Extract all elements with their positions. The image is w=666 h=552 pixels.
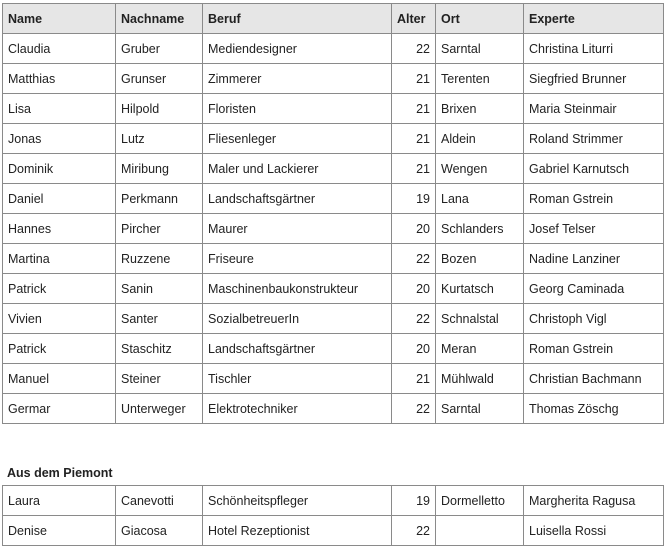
cell-nachname: Ruzzene: [116, 244, 203, 274]
cell-ort: Lana: [436, 184, 524, 214]
cell-nachname: Hilpold: [116, 94, 203, 124]
cell-ort: [436, 516, 524, 546]
cell-experte: Christian Bachmann: [524, 364, 664, 394]
cell-alter: 21: [392, 124, 436, 154]
cell-experte: Margherita Ragusa: [524, 486, 664, 516]
table-row: [3, 486, 664, 516]
table-row: [3, 274, 664, 304]
cell-experte: Christoph Vigl: [524, 304, 664, 334]
cell-beruf: Landschaftsgärtner: [203, 334, 392, 364]
cell-alter: 21: [392, 154, 436, 184]
cell-name: Martina: [3, 244, 116, 274]
cell-experte: Roman Gstrein: [524, 334, 664, 364]
cell-beruf: Floristen: [203, 94, 392, 124]
cell-name: Hannes: [3, 214, 116, 244]
cell-beruf: Friseure: [203, 244, 392, 274]
header-nachname: Nachname: [116, 4, 203, 34]
cell-beruf: SozialbetreuerIn: [203, 304, 392, 334]
cell-beruf: Landschaftsgärtner: [203, 184, 392, 214]
table-row: [3, 244, 664, 274]
cell-ort: Terenten: [436, 64, 524, 94]
cell-beruf: Mediendesigner: [203, 34, 392, 64]
table-row: [3, 516, 664, 546]
cell-alter: 22: [392, 394, 436, 424]
cell-name: Denise: [3, 516, 116, 546]
cell-nachname: Miribung: [116, 154, 203, 184]
cell-nachname: Steiner: [116, 364, 203, 394]
cell-alter: 19: [392, 486, 436, 516]
cell-name: Patrick: [3, 274, 116, 304]
cell-nachname: Pircher: [116, 214, 203, 244]
cell-experte: Josef Telser: [524, 214, 664, 244]
cell-name: Daniel: [3, 184, 116, 214]
cell-alter: 21: [392, 364, 436, 394]
cell-nachname: Unterweger: [116, 394, 203, 424]
cell-ort: Aldein: [436, 124, 524, 154]
cell-experte: Nadine Lanziner: [524, 244, 664, 274]
cell-alter: 22: [392, 34, 436, 64]
header-name: Name: [3, 4, 116, 34]
cell-experte: Siegfried Brunner: [524, 64, 664, 94]
cell-ort: Wengen: [436, 154, 524, 184]
cell-name: Jonas: [3, 124, 116, 154]
cell-name: Patrick: [3, 334, 116, 364]
table-row: [3, 184, 664, 214]
cell-alter: 20: [392, 274, 436, 304]
cell-alter: 20: [392, 214, 436, 244]
cell-ort: Kurtatsch: [436, 274, 524, 304]
cell-experte: Maria Steinmair: [524, 94, 664, 124]
cell-name: Germar: [3, 394, 116, 424]
cell-beruf: Schönheitspfleger: [203, 486, 392, 516]
cell-experte: Roman Gstrein: [524, 184, 664, 214]
cell-ort: Brixen: [436, 94, 524, 124]
table-row: [3, 214, 664, 244]
cell-nachname: Gruber: [116, 34, 203, 64]
cell-name: Manuel: [3, 364, 116, 394]
cell-beruf: Tischler: [203, 364, 392, 394]
cell-nachname: Staschitz: [116, 334, 203, 364]
cell-beruf: Maler und Lackierer: [203, 154, 392, 184]
participants-table: [2, 3, 664, 424]
cell-beruf: Elektrotechniker: [203, 394, 392, 424]
table-row: [3, 124, 664, 154]
cell-alter: 22: [392, 304, 436, 334]
table-row: [3, 34, 664, 64]
cell-name: Vivien: [3, 304, 116, 334]
table-row: [3, 364, 664, 394]
cell-experte: Luisella Rossi: [524, 516, 664, 546]
table-header-row: [3, 4, 664, 34]
cell-experte: Gabriel Karnutsch: [524, 154, 664, 184]
cell-ort: Schlanders: [436, 214, 524, 244]
header-beruf: Beruf: [203, 4, 392, 34]
cell-beruf: Fliesenleger: [203, 124, 392, 154]
cell-experte: Thomas Zöschg: [524, 394, 664, 424]
cell-beruf: Zimmerer: [203, 64, 392, 94]
cell-nachname: Perkmann: [116, 184, 203, 214]
cell-name: Claudia: [3, 34, 116, 64]
cell-name: Lisa: [3, 94, 116, 124]
cell-beruf: Maschinenbaukonstrukteur: [203, 274, 392, 304]
cell-experte: Georg Caminada: [524, 274, 664, 304]
header-alter: Alter: [392, 4, 436, 34]
cell-experte: Roland Strimmer: [524, 124, 664, 154]
cell-alter: 21: [392, 94, 436, 124]
cell-nachname: Grunser: [116, 64, 203, 94]
cell-alter: 19: [392, 184, 436, 214]
table-row: [3, 64, 664, 94]
cell-alter: 20: [392, 334, 436, 364]
cell-ort: Dormelletto: [436, 486, 524, 516]
cell-alter: 21: [392, 64, 436, 94]
cell-nachname: Sanin: [116, 274, 203, 304]
section-heading: Aus dem Piemont: [7, 466, 113, 480]
cell-ort: Bozen: [436, 244, 524, 274]
cell-name: Matthias: [3, 64, 116, 94]
cell-ort: Meran: [436, 334, 524, 364]
cell-beruf: Hotel Rezeptionist: [203, 516, 392, 546]
table-row: [3, 304, 664, 334]
cell-nachname: Giacosa: [116, 516, 203, 546]
cell-nachname: Canevotti: [116, 486, 203, 516]
cell-name: Dominik: [3, 154, 116, 184]
cell-name: Laura: [3, 486, 116, 516]
table-row: [3, 94, 664, 124]
cell-experte: Christina Liturri: [524, 34, 664, 64]
table-row: [3, 154, 664, 184]
cell-ort: Sarntal: [436, 394, 524, 424]
header-ort: Ort: [436, 4, 524, 34]
cell-beruf: Maurer: [203, 214, 392, 244]
cell-alter: 22: [392, 244, 436, 274]
cell-alter: 22: [392, 516, 436, 546]
cell-ort: Mühlwald: [436, 364, 524, 394]
table-row: [3, 334, 664, 364]
cell-nachname: Lutz: [116, 124, 203, 154]
header-experte: Experte: [524, 4, 664, 34]
cell-nachname: Santer: [116, 304, 203, 334]
piemont-table: [2, 485, 664, 546]
cell-ort: Schnalstal: [436, 304, 524, 334]
table-row: [3, 394, 664, 424]
cell-ort: Sarntal: [436, 34, 524, 64]
